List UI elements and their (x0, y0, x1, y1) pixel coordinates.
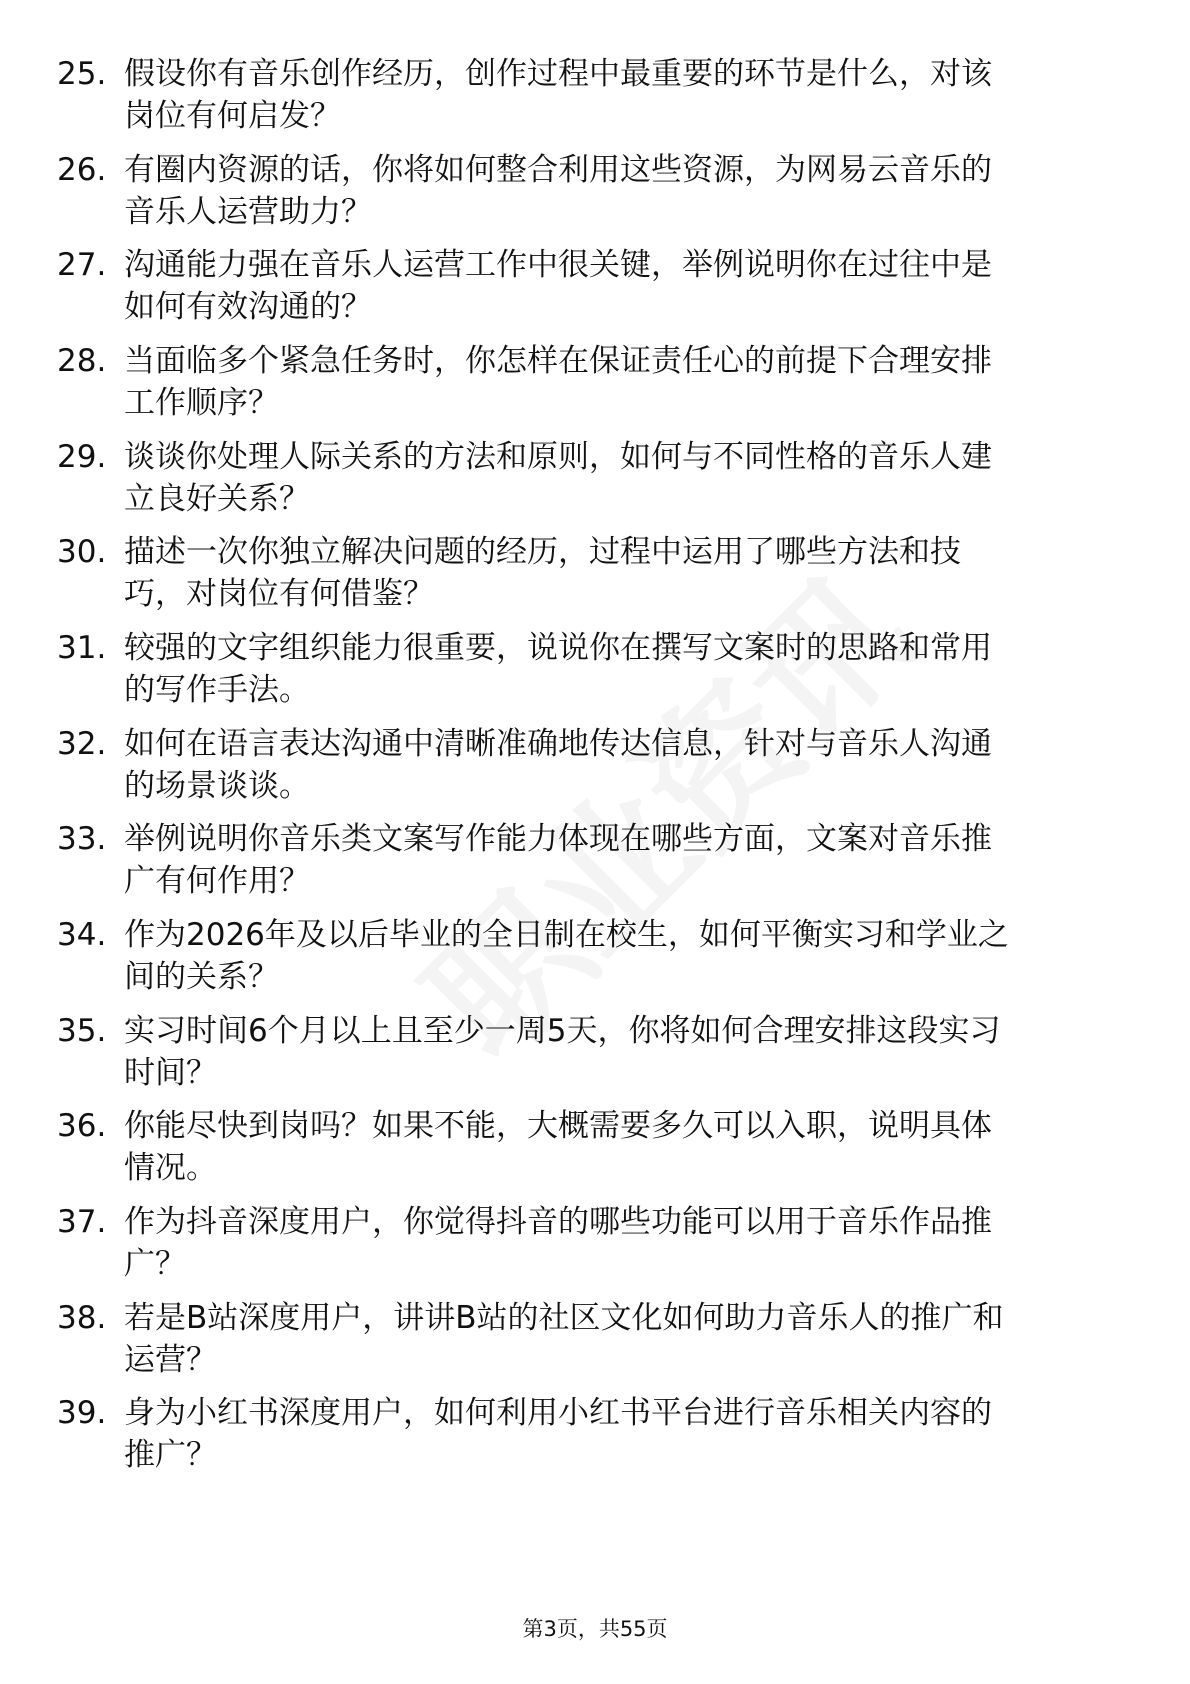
question-number: 28. (57, 343, 107, 379)
question-text-line-1: 描述一次你独立解决问题的经历，过程中运用了哪些方法和技 (124, 534, 961, 570)
question-text-line-2: 运营？ (124, 1342, 217, 1378)
question-number: 36. (57, 1108, 107, 1144)
question-text-line-1: 如何在语言表达沟通中清晰准确地传达信息，针对与音乐人沟通 (124, 726, 992, 762)
question-number: 30. (57, 534, 107, 570)
question-item-30 (0, 530, 1190, 630)
question-item-35 (0, 1009, 1190, 1109)
question-text-line-2: 工作顺序？ (124, 385, 279, 421)
question-text-line-2: 时间？ (124, 1055, 217, 1091)
page-number-footer: 第3页，共55页 (522, 1617, 668, 1641)
question-text-line-2: 岗位有何启发？ (124, 98, 341, 134)
question-text-line-2: 推广？ (124, 1437, 217, 1473)
question-item-29 (0, 435, 1190, 535)
question-item-31 (0, 626, 1190, 726)
question-number: 33. (57, 821, 107, 857)
question-item-33 (0, 817, 1190, 917)
question-text-line-1: 举例说明你音乐类文案写作能力体现在哪些方面，文案对音乐推 (124, 821, 992, 857)
question-text-line-1: 较强的文字组织能力很重要，说说你在撰写文案时的思路和常用 (124, 630, 992, 666)
question-text-line-1: 当面临多个紧急任务时，你怎样在保证责任心的前提下合理安排 (124, 343, 992, 379)
question-text-line-2: 的场景谈谈。 (124, 768, 310, 804)
question-number: 38. (57, 1300, 107, 1336)
question-number: 39. (57, 1395, 107, 1431)
question-item-38 (0, 1296, 1190, 1396)
question-number: 34. (57, 917, 107, 953)
question-item-28 (0, 339, 1190, 439)
question-number: 32. (57, 726, 107, 762)
question-text-line-1: 实习时间6个月以上且至少一周5天，你将如何合理安排这段实习 (124, 1013, 1001, 1049)
question-text-line-1: 有圈内资源的话，你将如何整合利用这些资源，为网易云音乐的 (124, 152, 992, 188)
question-item-27 (0, 243, 1190, 343)
question-text-line-2: 音乐人运营助力？ (124, 194, 372, 230)
question-item-36 (0, 1104, 1190, 1204)
question-item-25 (0, 52, 1190, 152)
question-number: 37. (57, 1204, 107, 1240)
question-item-39 (0, 1391, 1190, 1491)
question-text-line-2: 巧，对岗位有何借鉴？ (124, 576, 434, 612)
question-text-line-2: 的写作手法。 (124, 672, 310, 708)
question-text-line-1: 作为抖音深度用户，你觉得抖音的哪些功能可以用于音乐作品推 (124, 1204, 992, 1240)
question-item-37 (0, 1200, 1190, 1300)
question-number: 29. (57, 439, 107, 475)
question-text-line-1: 若是B站深度用户，讲讲B站的社区文化如何助力音乐人的推广和 (124, 1300, 1004, 1336)
question-number: 35. (57, 1013, 107, 1049)
question-text-line-2: 广有何作用？ (124, 863, 310, 899)
question-text-line-1: 沟通能力强在音乐人运营工作中很关键，举例说明你在过往中是 (124, 247, 992, 283)
question-text-line-1: 身为小红书深度用户，如何利用小红书平台进行音乐相关内容的 (124, 1395, 992, 1431)
question-text-line-2: 间的关系？ (124, 959, 279, 995)
question-number: 31. (57, 630, 107, 666)
question-number: 25. (57, 56, 107, 92)
question-text-line-2: 立良好关系？ (124, 481, 310, 517)
question-text-line-1: 作为2026年及以后毕业的全日制在校生，如何平衡实习和学业之 (124, 917, 1009, 953)
question-item-26 (0, 148, 1190, 248)
question-text-line-2: 情况。 (124, 1150, 217, 1186)
question-number: 26. (57, 152, 107, 188)
question-text-line-2: 如何有效沟通的？ (124, 289, 372, 325)
question-item-34 (0, 913, 1190, 1013)
question-number: 27. (57, 247, 107, 283)
question-text-line-2: 广？ (124, 1246, 186, 1282)
question-text-line-1: 假设你有音乐创作经历，创作过程中最重要的环节是什么，对该 (124, 56, 992, 92)
question-item-32 (0, 722, 1190, 822)
question-text-line-1: 谈谈你处理人际关系的方法和原则，如何与不同性格的音乐人建 (124, 439, 992, 475)
question-text-line-1: 你能尽快到岗吗？如果不能，大概需要多久可以入职，说明具体 (124, 1108, 992, 1144)
